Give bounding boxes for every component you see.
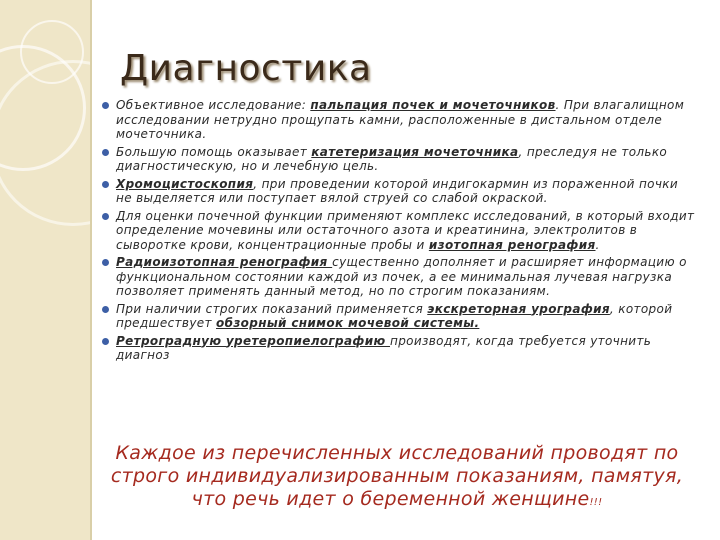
bullet-emphasis: Радиоизотопная ренография <box>116 255 333 269</box>
bullet-text: При наличии строгих показаний применяется <box>116 301 428 316</box>
bullet-icon <box>102 181 109 188</box>
bullet-text: существенно дополняет и расширяет информацию о функциональном состоянии каждой из почек, а ее минимальная лучевая нагрузка позволяет применять данный метод, но по строгим показаниям. <box>116 255 687 298</box>
list-item <box>100 334 696 363</box>
bullet-icon <box>102 338 109 345</box>
bullet-list <box>100 98 696 366</box>
footer-text: Каждое из перечисленных исследований проводят по строго индивидуализированным показаниям, памятуя, что речь идет о беременной женщине <box>110 442 684 510</box>
list-item <box>100 255 696 299</box>
bullet-text: , которой предшествует <box>116 301 673 330</box>
bullet-text: . При влагалищном исследовании нетрудно прощупать камни, расположенные в дистальном отделе мочеточника. <box>116 98 685 141</box>
decorative-circle <box>20 20 84 84</box>
bullet-icon <box>102 149 109 156</box>
list-item <box>100 145 696 174</box>
list-item <box>100 177 696 206</box>
list-item <box>100 302 696 331</box>
decorative-side-band <box>0 0 90 540</box>
bullet-text: , при проведении которой индигокармин из пораженной почки не выделяется или поступает вялой струей со слабой окраской. <box>116 176 679 205</box>
bullet-emphasis: обзорный снимок мочевой системы. <box>216 316 480 330</box>
bullet-text: Для оценки почечной функции применяют комплекс исследований, в который входит определение мочевины или остаточного азота и креатинина, электролитов в сыворотке крови, концентрационные пробы и <box>116 208 695 252</box>
bullet-emphasis: катетеризация мочеточника <box>311 144 519 159</box>
bullet-text: Объективное исследование: <box>116 98 311 112</box>
footer-exclamation: !!! <box>589 497 603 508</box>
bullet-emphasis: Ретроградную уретеропиелографию <box>116 333 390 348</box>
bullet-icon <box>102 213 109 220</box>
bullet-text: , преследуя не только диагностическую, но и лечебную цель. <box>116 144 668 173</box>
bullet-icon <box>102 306 109 313</box>
bullet-text: производят, когда требуется уточнить диагноз <box>116 333 652 362</box>
bullet-emphasis: экскреторная урография <box>427 301 610 316</box>
bullet-text: Большую помощь оказывает <box>116 144 312 159</box>
bullet-emphasis: Хромоцистоскопия <box>116 176 254 191</box>
bullet-icon <box>102 102 109 109</box>
bullet-text: . <box>595 237 600 252</box>
list-item <box>100 98 696 142</box>
bullet-emphasis: пальпация почек и мочеточников <box>310 98 556 112</box>
bullet-icon <box>102 259 109 266</box>
bullet-emphasis: изотопная ренография <box>428 237 596 252</box>
footer-note <box>92 442 702 514</box>
slide-title: Диагностика <box>120 48 372 89</box>
list-item <box>100 209 696 253</box>
